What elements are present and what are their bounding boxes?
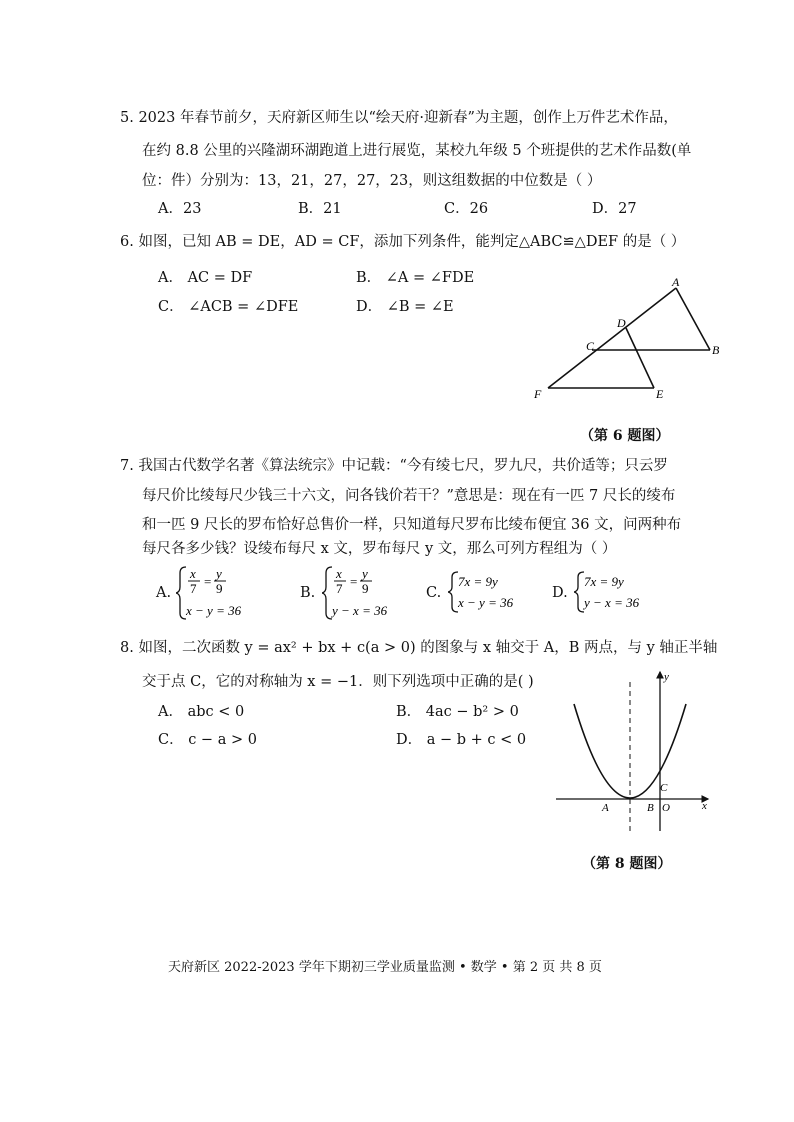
frac-y-num: y [216, 566, 222, 581]
q6-option-b: B． ∠A = ∠FDE [356, 270, 475, 286]
row-2: y − x = 36 [584, 595, 640, 610]
label-b: B [647, 802, 654, 814]
q6-triangle-figure [520, 270, 730, 410]
q7-option-d-system [574, 570, 664, 614]
label-e: E [656, 387, 664, 401]
q8-option-c: C． c − a > 0 [158, 732, 257, 748]
q8-line-2: 交于点 C，它的对称轴为 x = −1．则下列选项中正确的是( ) [142, 674, 534, 690]
row-1: 7x = 9y [458, 574, 498, 589]
brace [448, 572, 458, 612]
label-c: C [586, 339, 595, 353]
q6-caption: （第 6 题图） [580, 428, 670, 444]
frac-x-den: 7 [336, 581, 343, 596]
label-o: O [662, 802, 670, 814]
q6-option-d: D． ∠B = ∠E [356, 299, 454, 315]
q7-line-3: 和一匹 9 尺长的罗布恰好总售价一样，只知道每尺罗布比绫布便宜 36 文，问两种布 [142, 517, 682, 533]
q7-option-b-label: B. [300, 585, 316, 601]
q7-line-4: 每尺各多少钱？设绫布每尺 x 文，罗布每尺 y 文，那么可列方程组为（ ） [142, 541, 617, 557]
q5-option-a: A．23 [158, 201, 202, 217]
q6-option-a: A． AC = DF [158, 270, 253, 286]
frac-eq: = [204, 574, 212, 589]
q5-option-d: D．27 [592, 201, 637, 217]
label-c: C [660, 782, 668, 794]
frac-x-num: x [190, 566, 196, 581]
segment-de [626, 328, 654, 388]
page-footer: 天府新区 2022-2023 学年下期初三学业质量监测 • 数学 • 第 2 页 共 8 页 [168, 960, 602, 975]
q5-line-1: 5. 2023 年春节前夕，天府新区师生以“绘天府·迎新春”为主题，创作上万件艺术作品， [120, 110, 678, 126]
brace [322, 567, 332, 619]
q8-option-a: A． abc < 0 [158, 704, 245, 720]
segment-ab [676, 288, 710, 350]
q7-option-c-label: C. [426, 585, 442, 601]
frac-eq: = [350, 574, 358, 589]
frac-y-den: 9 [216, 581, 223, 596]
q5-option-b: B．21 [298, 201, 342, 217]
label-y: y [664, 671, 669, 683]
q7-option-d-label: D. [552, 585, 568, 601]
row-2: x − y = 36 [458, 595, 514, 610]
q7-option-a-label: A. [156, 585, 172, 601]
frac-y-den: 9 [362, 581, 369, 596]
q8-line-1: 8. 如图，二次函数 y = ax² + bx + c(a > 0) 的图象与 x 轴交于 A，B 两点，与 y 轴正半轴 [120, 640, 718, 656]
q7-line-2: 每尺价比绫每尺少钱三十六文，问各钱价若干？”意思是：现在有一匹 7 尺长的绫布 [142, 488, 676, 504]
q7-option-b-system [322, 565, 412, 621]
segment-fa [548, 288, 676, 388]
q5-line-2: 在约 8.8 公里的兴隆湖环湖跑道上进行展览，某校九年级 5 个班提供的艺术作品数(单 [142, 143, 692, 159]
row-2: x − y = 36 [186, 603, 242, 618]
q5-option-c: C．26 [444, 201, 489, 217]
q8-option-b: B． 4ac − b² > 0 [396, 704, 519, 720]
label-f: F [534, 387, 542, 401]
row-2: y − x = 36 [332, 603, 388, 618]
q8-parabola-figure [552, 666, 722, 836]
q8-caption: （第 8 题图） [582, 856, 672, 872]
frac-y-num: y [362, 566, 368, 581]
row-1: 7x = 9y [584, 574, 624, 589]
q7-option-c-system [448, 570, 538, 614]
q6-line-1: 6. 如图，已知 AB = DE，AD = CF，添加下列条件，能判定△ABC≌△DEF 的是（ ） [120, 234, 686, 250]
brace [574, 572, 584, 612]
q5-line-3: 位：件）分别为：13，21，27，27，23，则这组数据的中位数是（ ） [142, 173, 602, 189]
q8-option-d: D． a − b + c < 0 [396, 732, 527, 748]
label-b: B [712, 343, 720, 357]
label-d: D [617, 316, 626, 330]
q7-line-1: 7. 我国古代数学名著《算法统宗》中记载：“今有绫七尺，罗九尺，共价适等；只云罗 [120, 458, 668, 474]
label-a: A [602, 802, 609, 814]
brace [176, 567, 186, 619]
q6-option-c: C． ∠ACB = ∠DFE [158, 299, 299, 315]
label-x: x [702, 800, 707, 812]
q7-option-a-system [176, 565, 266, 621]
label-a: A [672, 275, 680, 289]
frac-x-den: 7 [190, 581, 197, 596]
frac-x-num: x [336, 566, 342, 581]
